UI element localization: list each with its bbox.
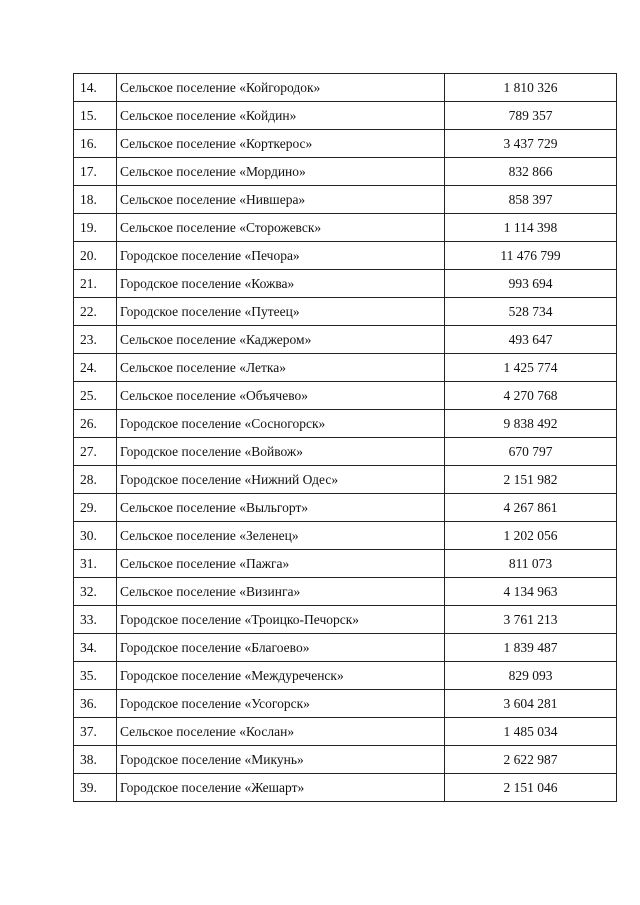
row-number: 27. <box>74 438 117 466</box>
table-row <box>74 298 617 326</box>
amount-value: 2 622 987 <box>445 746 617 774</box>
amount-value: 3 604 281 <box>445 690 617 718</box>
amount-value: 493 647 <box>445 326 617 354</box>
table-row <box>74 102 617 130</box>
row-number: 34. <box>74 634 117 662</box>
table-row <box>74 634 617 662</box>
settlement-name: Сельское поселение «Летка» <box>117 354 445 382</box>
amount-value: 1 485 034 <box>445 718 617 746</box>
table-row <box>74 494 617 522</box>
table-row <box>74 410 617 438</box>
amount-value: 11 476 799 <box>445 242 617 270</box>
table-row <box>74 354 617 382</box>
amount-value: 789 357 <box>445 102 617 130</box>
table-row <box>74 718 617 746</box>
row-number: 14. <box>74 74 117 102</box>
amount-value: 811 073 <box>445 550 617 578</box>
table-row <box>74 438 617 466</box>
row-number: 15. <box>74 102 117 130</box>
table-row <box>74 158 617 186</box>
row-number: 16. <box>74 130 117 158</box>
row-number: 37. <box>74 718 117 746</box>
row-number: 38. <box>74 746 117 774</box>
row-number: 18. <box>74 186 117 214</box>
table-row <box>74 606 617 634</box>
settlement-name: Сельское поселение «Каджером» <box>117 326 445 354</box>
amount-value: 528 734 <box>445 298 617 326</box>
amount-value: 670 797 <box>445 438 617 466</box>
row-number: 25. <box>74 382 117 410</box>
row-number: 23. <box>74 326 117 354</box>
row-number: 35. <box>74 662 117 690</box>
amount-value: 1 114 398 <box>445 214 617 242</box>
table-row <box>74 270 617 298</box>
table-row <box>74 74 617 102</box>
settlement-name: Сельское поселение «Кослан» <box>117 718 445 746</box>
amount-value: 829 093 <box>445 662 617 690</box>
table-row <box>74 550 617 578</box>
table-row <box>74 578 617 606</box>
table-row <box>74 186 617 214</box>
table-row <box>74 466 617 494</box>
amount-value: 3 761 213 <box>445 606 617 634</box>
table-row <box>74 214 617 242</box>
settlement-name: Городское поселение «Жешарт» <box>117 774 445 802</box>
settlement-name: Городское поселение «Междуреченск» <box>117 662 445 690</box>
amount-value: 4 270 768 <box>445 382 617 410</box>
table-row <box>74 382 617 410</box>
amount-value: 4 134 963 <box>445 578 617 606</box>
table-body <box>74 74 617 802</box>
settlement-name: Сельское поселение «Визинга» <box>117 578 445 606</box>
settlement-name: Сельское поселение «Зеленец» <box>117 522 445 550</box>
amount-value: 2 151 982 <box>445 466 617 494</box>
table-row <box>74 326 617 354</box>
settlement-name: Сельское поселение «Выльгорт» <box>117 494 445 522</box>
settlement-name: Городское поселение «Путеец» <box>117 298 445 326</box>
settlement-name: Городское поселение «Микунь» <box>117 746 445 774</box>
row-number: 31. <box>74 550 117 578</box>
row-number: 30. <box>74 522 117 550</box>
amount-value: 1 425 774 <box>445 354 617 382</box>
amount-value: 993 694 <box>445 270 617 298</box>
row-number: 39. <box>74 774 117 802</box>
settlement-name: Городское поселение «Благоево» <box>117 634 445 662</box>
settlement-name: Сельское поселение «Койгородок» <box>117 74 445 102</box>
table-row <box>74 746 617 774</box>
table-row <box>74 662 617 690</box>
settlement-name: Городское поселение «Троицко-Печорск» <box>117 606 445 634</box>
table-row <box>74 690 617 718</box>
row-number: 21. <box>74 270 117 298</box>
row-number: 19. <box>74 214 117 242</box>
amount-value: 3 437 729 <box>445 130 617 158</box>
table-row <box>74 242 617 270</box>
settlement-name: Сельское поселение «Койдин» <box>117 102 445 130</box>
amount-value: 1 810 326 <box>445 74 617 102</box>
amount-value: 832 866 <box>445 158 617 186</box>
row-number: 33. <box>74 606 117 634</box>
row-number: 24. <box>74 354 117 382</box>
row-number: 32. <box>74 578 117 606</box>
settlement-name: Городское поселение «Кожва» <box>117 270 445 298</box>
amount-value: 4 267 861 <box>445 494 617 522</box>
amount-value: 2 151 046 <box>445 774 617 802</box>
table-row <box>74 774 617 802</box>
amount-value: 9 838 492 <box>445 410 617 438</box>
settlement-name: Сельское поселение «Объячево» <box>117 382 445 410</box>
settlement-name: Сельское поселение «Нившера» <box>117 186 445 214</box>
settlement-name: Городское поселение «Войвож» <box>117 438 445 466</box>
row-number: 26. <box>74 410 117 438</box>
settlement-name: Сельское поселение «Мордино» <box>117 158 445 186</box>
settlement-name: Городское поселение «Нижний Одес» <box>117 466 445 494</box>
row-number: 36. <box>74 690 117 718</box>
row-number: 17. <box>74 158 117 186</box>
amount-value: 1 202 056 <box>445 522 617 550</box>
settlements-table <box>73 73 617 802</box>
settlement-name: Городское поселение «Усогорск» <box>117 690 445 718</box>
table-row <box>74 522 617 550</box>
row-number: 20. <box>74 242 117 270</box>
settlement-name: Сельское поселение «Пажга» <box>117 550 445 578</box>
row-number: 29. <box>74 494 117 522</box>
amount-value: 1 839 487 <box>445 634 617 662</box>
settlement-name: Городское поселение «Печора» <box>117 242 445 270</box>
row-number: 28. <box>74 466 117 494</box>
table-row <box>74 130 617 158</box>
row-number: 22. <box>74 298 117 326</box>
settlement-name: Сельское поселение «Корткерос» <box>117 130 445 158</box>
settlement-name: Городское поселение «Сосногорск» <box>117 410 445 438</box>
settlement-name: Сельское поселение «Сторожевск» <box>117 214 445 242</box>
amount-value: 858 397 <box>445 186 617 214</box>
